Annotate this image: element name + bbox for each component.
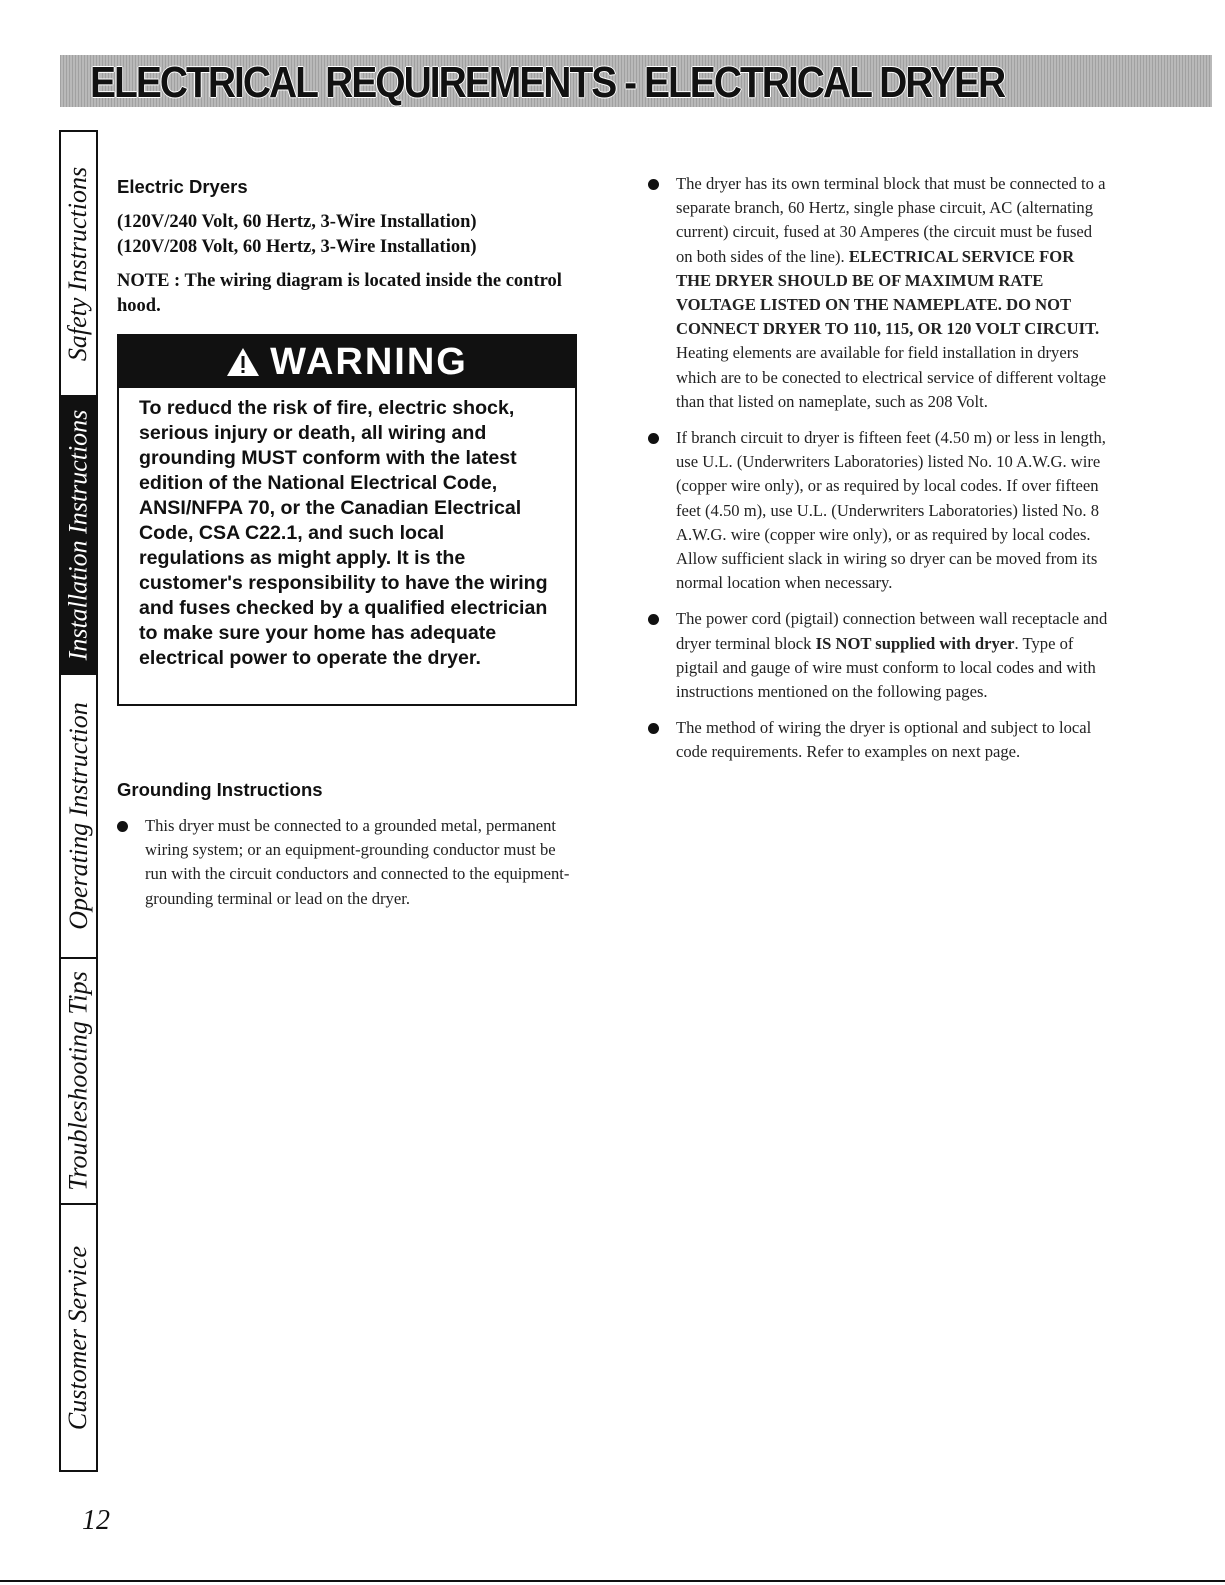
terminal-block-text: The dryer has its own terminal block that must be connected to a separate branch, 60 Hertz, single phase circuit, AC (alternating current) circuit, fused at 30 Amperes (the circuit must be fused on both sides of the line). (676, 174, 1106, 266)
electric-dryers-heading: Electric Dryers (117, 176, 248, 197)
grounding-section (117, 779, 577, 923)
voltage-warning-text: ELECTRICAL SERVICE FOR THE DRYER SHOULD BE OF MAXIMUM RATE VOLTAGE LISTED ON THE NAMEPLATE. DO NOT CONNECT DRYER TO 110, 115, OR 120 VOLT CIRCUIT. (676, 246, 1100, 339)
spec-line-208: (120V/208 Volt, 60 Hertz, 3-Wire Installation) (117, 237, 477, 257)
heating-elements-text: Heating elements are available for field installation in dryers which are to be conected to electrical service of different voltage than that listed on nameplate, such as 208 Volt. (676, 343, 1106, 411)
list-item (648, 172, 1108, 414)
list-item (648, 607, 1108, 704)
tab-troubleshooting-tips[interactable] (61, 957, 96, 1203)
left-column (117, 176, 577, 319)
warning-triangle-icon (226, 347, 260, 377)
page-title: ELECTRICAL REQUIREMENTS - ELECTRICAL DRYER (90, 59, 1005, 108)
tab-safety-instructions[interactable] (61, 130, 96, 395)
tab-label: Installation Instructions (63, 409, 93, 661)
not-supplied-text: IS NOT supplied with dryer (815, 633, 1015, 653)
tab-label: Troubleshooting Tips (63, 971, 93, 1191)
bullet-icon (117, 821, 128, 832)
list-item (117, 814, 577, 911)
warning-box (117, 334, 577, 706)
warning-header (119, 336, 575, 388)
list-item (648, 426, 1108, 595)
bullet-icon (648, 179, 659, 190)
page-number: 12 (82, 1505, 110, 1536)
bullet-icon (648, 723, 659, 734)
spec-line-240: (120V/240 Volt, 60 Hertz, 3-Wire Installation) (117, 212, 477, 232)
warning-text: To reducd the risk of fire, electric shock, serious injury or death, all wiring and grounding MUST conform with the latest edition of the National Electrical Code, ANSI/NFPA 70, or the Canadian Electrical Code, CSA C22.1, and such local regulations as might apply. It is the customer's responsibility to have the wiring and fuses checked by a qualified electrician to make sure your home has adequate electrical power to operate the dryer. (139, 397, 548, 669)
tab-label: Safety Instructions (63, 166, 93, 361)
wiring-note: NOTE : The wiring diagram is located inside the control hood. (117, 271, 562, 316)
bullet-icon (648, 433, 659, 444)
tab-customer-service[interactable] (61, 1203, 96, 1472)
tab-operating-instruction[interactable] (61, 673, 96, 957)
power-cord-text: The power cord (pigtail) connection between wall receptacle and dryer terminal block (676, 609, 1108, 653)
list-item (648, 716, 1108, 764)
right-column (648, 172, 1108, 777)
tab-label: Customer Service (63, 1245, 93, 1430)
section-sidebar (59, 130, 98, 1472)
wiring-method-text: The method of wiring the dryer is optional and subject to local code requirements. Refer to examples on next page. (676, 718, 1092, 762)
bottom-rule (0, 1580, 1225, 1582)
tab-label: Operating Instruction (63, 702, 93, 930)
pigtail-text: . Type of pigtail and gauge of wire must conform to local codes and with instructions mentioned on the following pages. (676, 633, 1096, 702)
branch-circuit-text: If branch circuit to dryer is fifteen feet (4.50 m) or less in length, use U.L. (Underwriters Laboratories) listed No. 10 A.W.G. wire (copper wire only), or as required by local codes. If over fifteen feet (4.50 m), use U.L. (Underwriters Laboratories) listed No. 8 A.W.G. wire (copper wire only), or as required by local codes. Allow sufficient slack in wiring so dryer can be moved from its normal location when necessary. (676, 428, 1106, 593)
grounding-list (117, 814, 577, 911)
bullet-icon (648, 614, 659, 625)
header-banner (60, 55, 1212, 107)
tab-installation-instructions[interactable] (61, 395, 96, 673)
grounding-heading: Grounding Instructions (117, 779, 323, 800)
grounding-bullet-text: This dryer must be connected to a grounded metal, permanent wiring system; or an equipment-grounding conductor must be run with the circuit conductors and connected to the equipment-grounding terminal or lead on the dryer. (145, 816, 570, 908)
requirements-list (648, 172, 1108, 765)
warning-title: WARNING (270, 340, 468, 383)
